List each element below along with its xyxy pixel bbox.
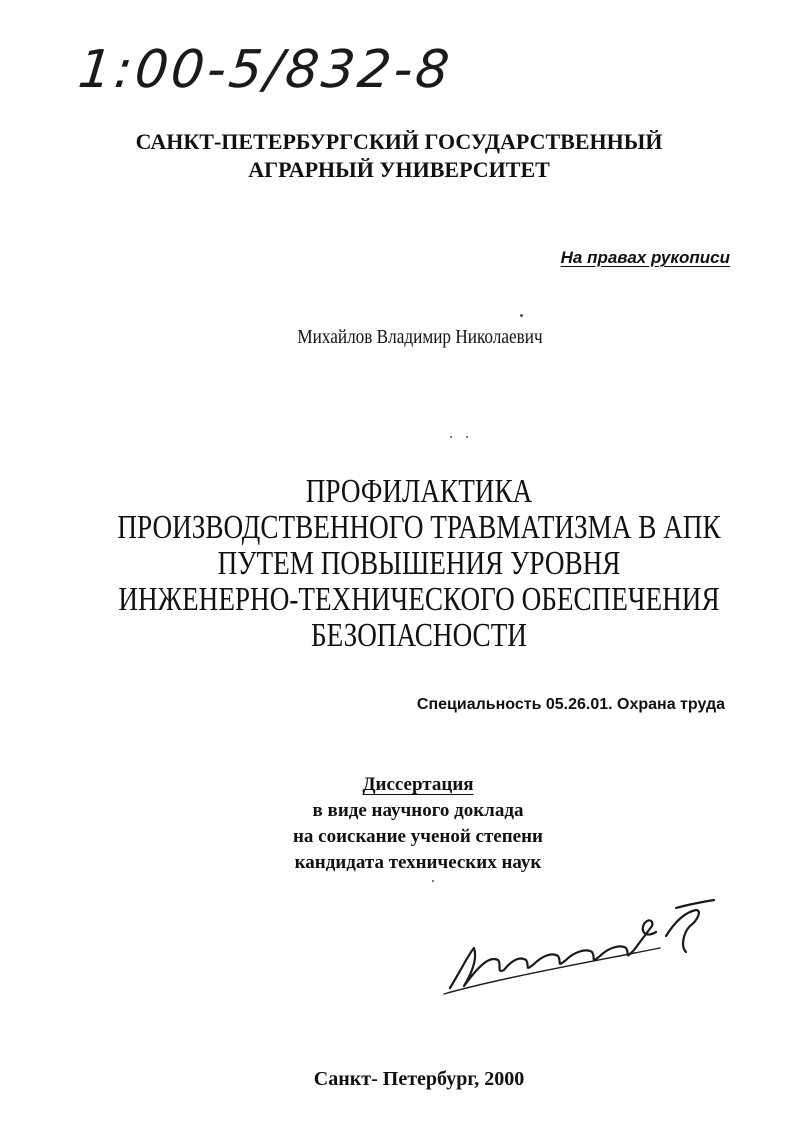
dissertation-type	[158, 772, 678, 876]
dissertation-line-2: на соискание ученой степени	[292, 826, 543, 847]
university-line-1: САНКТ-ПЕТЕРБУРГСКИЙ ГОСУДАРСТВЕННЫЙ	[135, 129, 663, 154]
city-year: Санкт- Петербург, 2000	[313, 1068, 525, 1090]
university-name	[0, 128, 798, 184]
dissertation-line-1: в виде научного доклада	[312, 800, 524, 821]
speciality: Специальность 05.26.01. Охрана труда	[416, 696, 725, 713]
title-line: ПУТЕМ ПОВЫШЕНИЯ УРОВНЯ	[217, 545, 621, 582]
handwritten-signature	[440, 890, 730, 1000]
scan-speck	[520, 314, 523, 317]
dissertation-title	[84, 474, 754, 654]
scan-speck	[450, 436, 452, 438]
university-line-2: АГРАРНЫЙ УНИВЕРСИТЕТ	[248, 157, 550, 182]
title-line: БЕЗОПАСНОСТИ	[311, 617, 527, 654]
title-line: ПРОФИЛАКТИКА	[305, 473, 533, 510]
dissertation-line-3: кандидата технических наук	[294, 852, 542, 873]
title-line: ПРОИЗВОДСТВЕННОГО ТРАВМАТИЗМА В АПК	[117, 509, 721, 546]
author-name: Михайлов Владимир Николаевич	[297, 326, 543, 348]
scan-speck	[466, 436, 468, 438]
title-line: ИНЖЕНЕРНО-ТЕХНИЧЕСКОГО ОБЕСПЕЧЕНИЯ	[118, 581, 720, 618]
archive-number: 1:00-5/832-8	[75, 40, 455, 100]
scan-speck	[432, 880, 434, 882]
rights-note: На правах рукописи	[560, 248, 730, 267]
dissertation-heading: Диссертация	[362, 774, 474, 795]
